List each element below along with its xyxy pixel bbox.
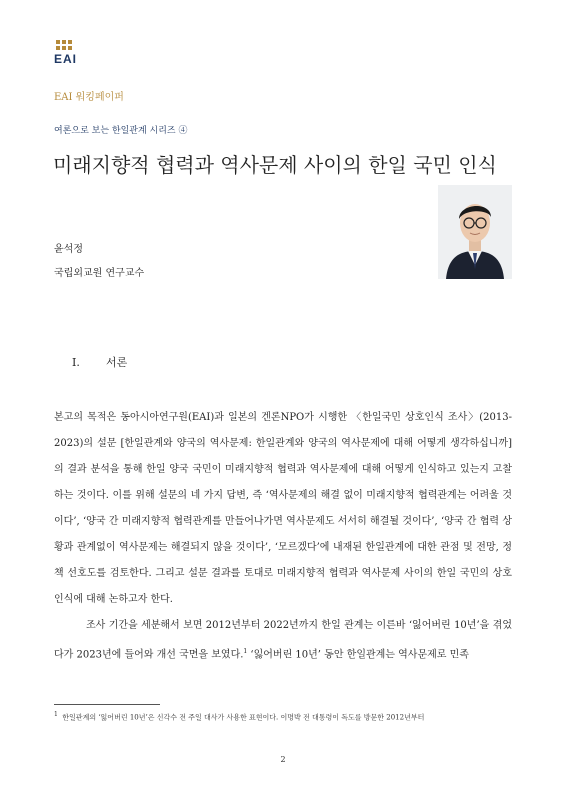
footnote-reference[interactable]: 1 (243, 648, 248, 655)
series-label: EAI 워킹페이퍼 (54, 92, 124, 103)
paragraph-2-text: 조사 기간을 세분해서 보면 2012년부터 2022년까지 한일 관계는 이른바 ‘잃어버린 10년’을 겪었다가 2023년에 들어와 개선 국면을 보였다. (54, 620, 512, 661)
author-photo (438, 185, 512, 279)
section-title: 서론 (106, 356, 128, 369)
section-number: I. (72, 356, 80, 369)
paragraph-2-continuation: ‘잃어버린 10년’ 동안 한일관계는 역사문제로 민족 (247, 649, 469, 661)
author-name: 윤석정 (54, 244, 83, 255)
page-number: 2 (280, 755, 286, 764)
page-title: 미래지향적 협력과 역사문제 사이의 한일 국민 인식 (53, 153, 497, 177)
logo-text: EAI (54, 52, 78, 66)
body-text (54, 405, 512, 668)
series-subtitle: 여론으로 보는 한일관계 시리즈 ④ (54, 126, 188, 136)
paragraph-1: 본고의 목적은 동아시아연구원(EAI)과 일본의 겐론NPO가 시행한 〈한일국민 상호인식 조사〉(2013-2023)의 설문 [한일관계와 양국의 역사문제: 한일관계와 양국의 역사문제에 대해 어떻게 생각하십니까]의 결과 분석을 통해 한일 양국 국민이 미래지향적 협력과 역사문제에 대해 어떻게 인식하고 있는지 고찰하는 것이다. 이를 위해 설문의 네 가지 답변, 즉 ‘역사문제의 해결 없이 미래지향적 협력관계는 어려울 것이다’, ‘양국 간 미래지향적 협력관계를 만들어나가면 역사문제도 서서히 해결될 것이다’, ‘양국 간 협력 상황과 관계없이 역사문제는 해결되지 않을 것이다’, ‘모르겠다’에 내재된 한일관계에 대한 관점 및 전망, 정책 선호도를 검토한다. 그리고 설문 결과를 토대로 미래지향적 협력과 역사문제 사이의 한일 국민의 상호인식에 대해 논하고자 한다. (54, 412, 512, 605)
author-portrait-icon (438, 185, 512, 279)
footnote-mark: 1 (54, 711, 58, 718)
footnote-divider (54, 704, 160, 705)
section-heading (72, 354, 127, 370)
footnote (54, 711, 514, 722)
footnote-text: 한일관계의 ‘잃어버린 10년’은 신각수 전 주일 대사가 사용한 표현이다. 이명박 전 대통령이 독도를 방문한 2012년부터 (62, 713, 425, 722)
logo-dots-icon (56, 40, 94, 50)
author-affiliation: 국립외교원 연구교수 (54, 268, 145, 279)
paragraph-2 (54, 613, 512, 668)
eai-logo (54, 40, 94, 74)
